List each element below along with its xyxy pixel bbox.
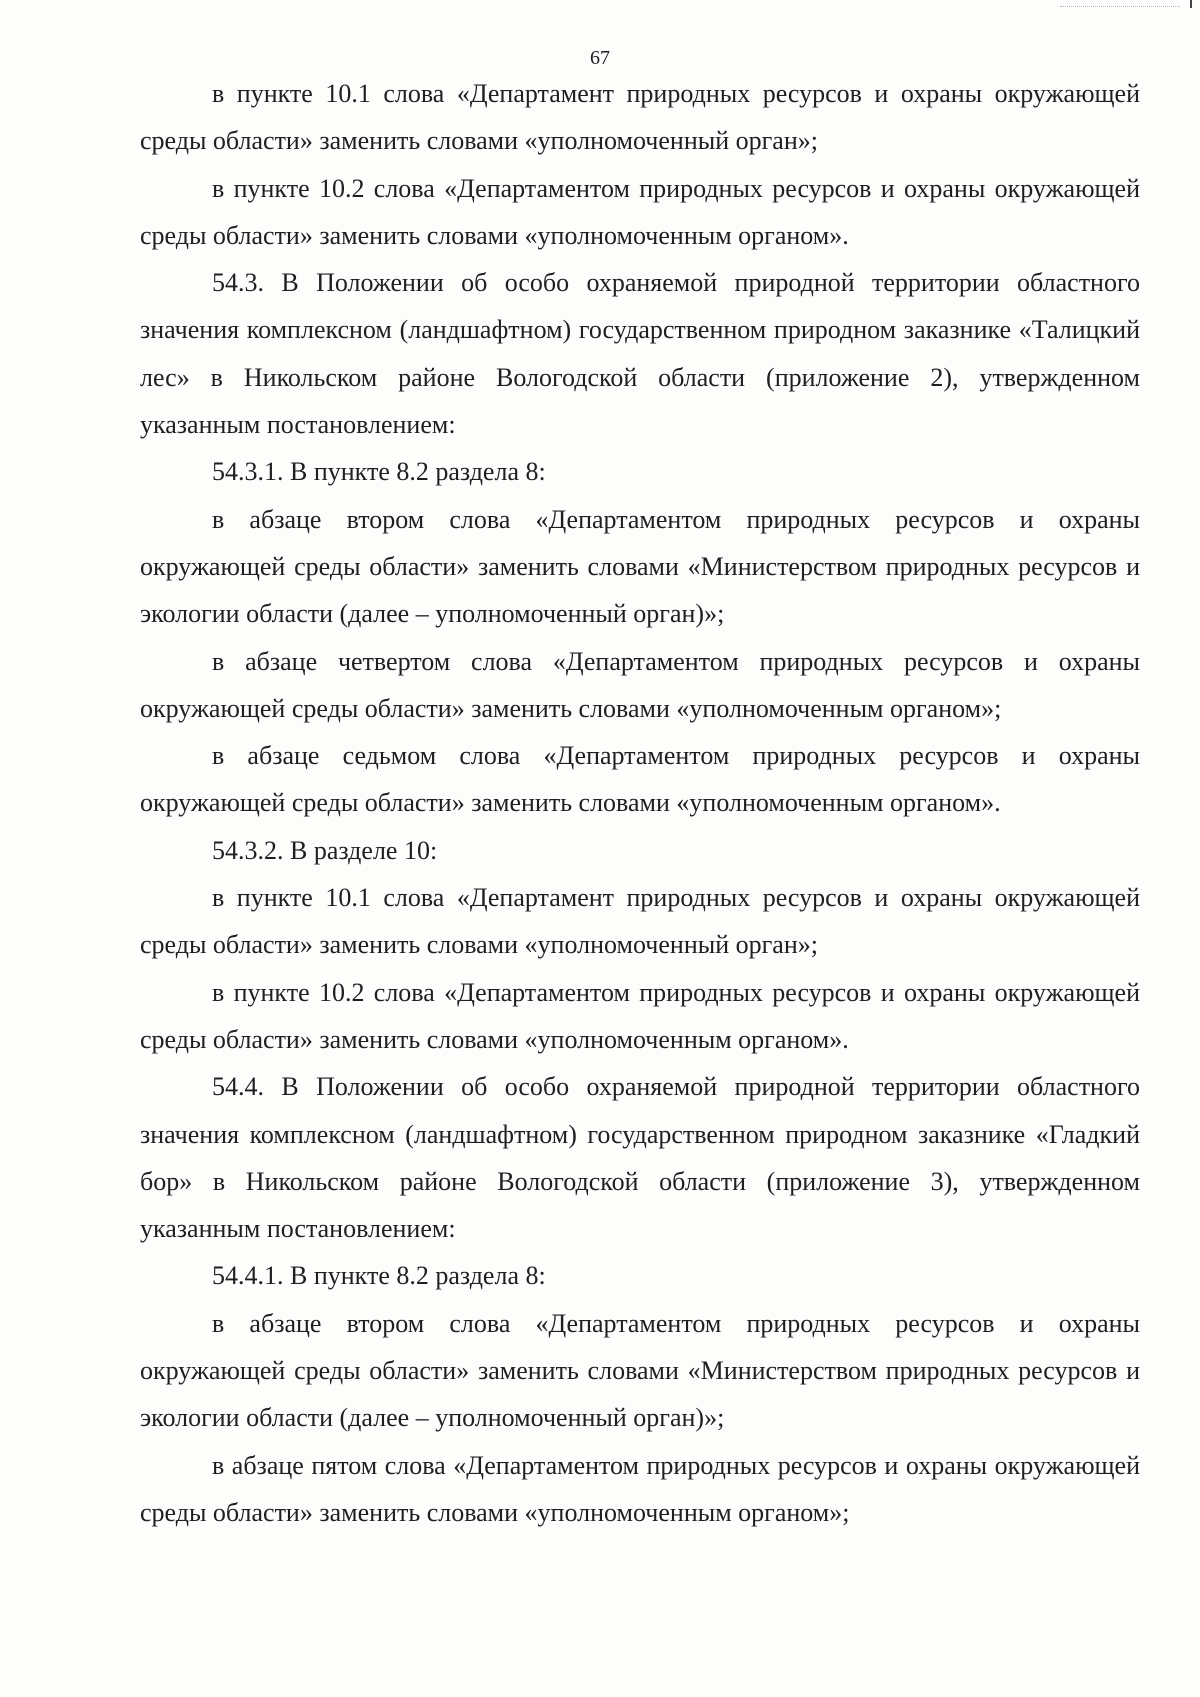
section-heading: 54.3.1. В пункте 8.2 раздела 8: [212, 457, 546, 487]
paragraph: в пункте 10.1 слова «Департамент природных ресурсов и охраны окружающей среды области» заменить словами «уполномоченный орган»; [140, 79, 1140, 156]
paragraph: в абзаце седьмом слова «Департаментом природных ресурсов и охраны окружающей среды области» заменить словами «уполномоченным органом». [140, 741, 1140, 818]
scan-edge-mark [1060, 0, 1180, 7]
page-number: 67 [590, 47, 610, 69]
paragraph: в абзаце пятом слова «Департаментом природных ресурсов и охраны окружающей среды области» заменить словами «уполномоченным органом»; [140, 1450, 1140, 1527]
section-heading: 54.3.2. В разделе 10: [212, 835, 438, 865]
paragraph: 54.4. В Положении об особо охраняемой природной территории областного значения комплексном (ландшафтном) государственном природном заказнике «Гладкий бор» в Никольском районе Вологодской области (приложение 3), утвержденном указанным постановлением: [140, 1072, 1140, 1244]
paragraph: в пункте 10.2 слова «Департаментом природных ресурсов и охраны окружающей среды области» заменить словами «уполномоченным органом». [140, 173, 1140, 250]
section-heading: 54.4.1. В пункте 8.2 раздела 8: [212, 1261, 546, 1291]
paragraph: в абзаце втором слова «Департаментом природных ресурсов и охраны окружающей среды области» заменить словами «Министерством природных ресурсов и экологии области (далее – уполномоченный орган)»; [140, 504, 1140, 629]
document-body [140, 70, 1140, 1536]
paragraph: в пункте 10.2 слова «Департаментом природных ресурсов и охраны окружающей среды области» заменить словами «уполномоченным органом». [140, 977, 1140, 1054]
paragraph: в пункте 10.1 слова «Департамент природных ресурсов и охраны окружающей среды области» заменить словами «уполномоченный орган»; [140, 883, 1140, 960]
paragraph: 54.3. В Положении об особо охраняемой природной территории областного значения комплексном (ландшафтном) государственном природном заказнике «Талицкий лес» в Никольском районе Вологодской области (приложение 2), утвержденном указанным постановлением: [140, 268, 1140, 440]
paragraph: в абзаце четвертом слова «Департаментом природных ресурсов и охраны окружающей среды области» заменить словами «уполномоченным органом»; [140, 646, 1140, 723]
paragraph: в абзаце втором слова «Департаментом природных ресурсов и охраны окружающей среды области» заменить словами «Министерством природных ресурсов и экологии области (далее – уполномоченный орган)»; [140, 1308, 1140, 1433]
scan-edge-tick [1190, 0, 1192, 8]
